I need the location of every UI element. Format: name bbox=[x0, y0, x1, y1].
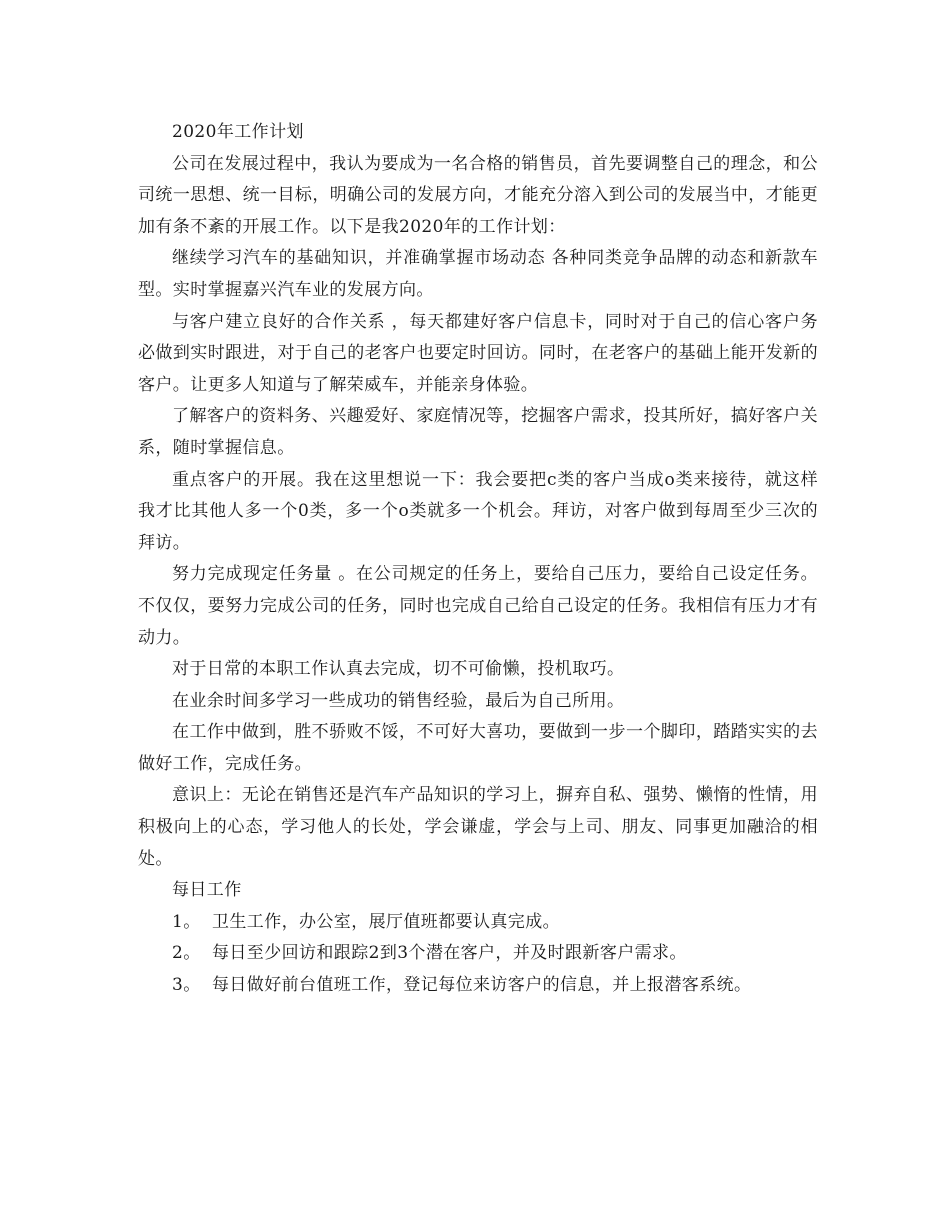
paragraph-daily-duty: 对于日常的本职工作认真去完成，切不可偷懒，投机取巧。 bbox=[172, 659, 625, 680]
list-item-number: 1。 bbox=[172, 911, 201, 932]
paragraph-spare-time: 在业余时间多学习一些成功的销售经验，最后为自己所用。 bbox=[172, 690, 625, 711]
paragraph-learning: 继续学习汽车的基础知识，并准确掌握市场动态 各种同类竞争品牌的动态和新款车型。实时掌握嘉兴汽车业的发展方向。 bbox=[138, 248, 818, 300]
list-item bbox=[138, 907, 818, 939]
paragraph-intro: 公司在发展过程中，我认为要成为一名合格的销售员，首先要调整自己的理念，和公司统一思想、统一目标，明确公司的发展方向，才能充分溶入到公司的发展当中，才能更加有条不紊的开展工作。以下是我2020年的工作计划： bbox=[138, 153, 818, 237]
paragraph-task-goals: 努力完成现定任务量 。在公司规定的任务上，要给自己压力，要给自己设定任务。不仅仅，要努力完成公司的任务，同时也完成自己给自己设定的任务。我相信有压力才有动力。 bbox=[138, 564, 818, 648]
list-item-text: 每日做好前台值班工作，登记每位来访客户的信息，并上报潜客系统。 bbox=[212, 975, 752, 996]
list-item-text: 卫生工作，办公室，展厅值班都要认真完成。 bbox=[212, 911, 560, 932]
paragraph-customer-relations: 与客户建立良好的合作关系 ，每天都建好客户信息卡，同时对于自己的信心客户务必做到实时跟进，对于自己的老客户也要定时回访。同时，在老客户的基础上能开发新的客户。让更多人知道与了解荣威车，并能亲身体验。 bbox=[138, 311, 818, 395]
paragraph-mindset: 意识上：无论在销售还是汽车产品知识的学习上，摒弃自私、强势、懒惰的性情，用积极向上的心态，学习他人的长处，学会谦虚，学会与上司、朋友、同事更加融洽的相处。 bbox=[138, 785, 818, 869]
list-item bbox=[138, 938, 818, 970]
list-item-number: 3。 bbox=[172, 975, 201, 996]
list-item-number: 2。 bbox=[172, 943, 201, 964]
paragraph-customer-info: 了解客户的资料务、兴趣爱好、家庭情况等，挖掘客户需求，投其所好，搞好客户关系，随时掌握信息。 bbox=[138, 406, 818, 458]
list-item-text: 每日至少回访和跟踪2到3个潜在客户，并及时跟新客户需求。 bbox=[212, 943, 687, 964]
section-heading-daily-work: 每日工作 bbox=[172, 880, 242, 901]
document-title: 2020年工作计划 bbox=[172, 122, 304, 142]
paragraph-work-attitude: 在工作中做到，胜不骄败不馁，不可好大喜功，要做到一步一个脚印，踏踏实实的去做好工作，完成任务。 bbox=[138, 722, 818, 774]
paragraph-key-customers: 重点客户的开展。我在这里想说一下：我会要把c类的客户当成o类来接待，就这样我才比其他人多一个0类，多一个o类就多一个机会。拜访，对客户做到每周至少三次的拜访。 bbox=[138, 469, 818, 553]
document-page bbox=[138, 117, 818, 1002]
list-item bbox=[138, 970, 818, 1002]
